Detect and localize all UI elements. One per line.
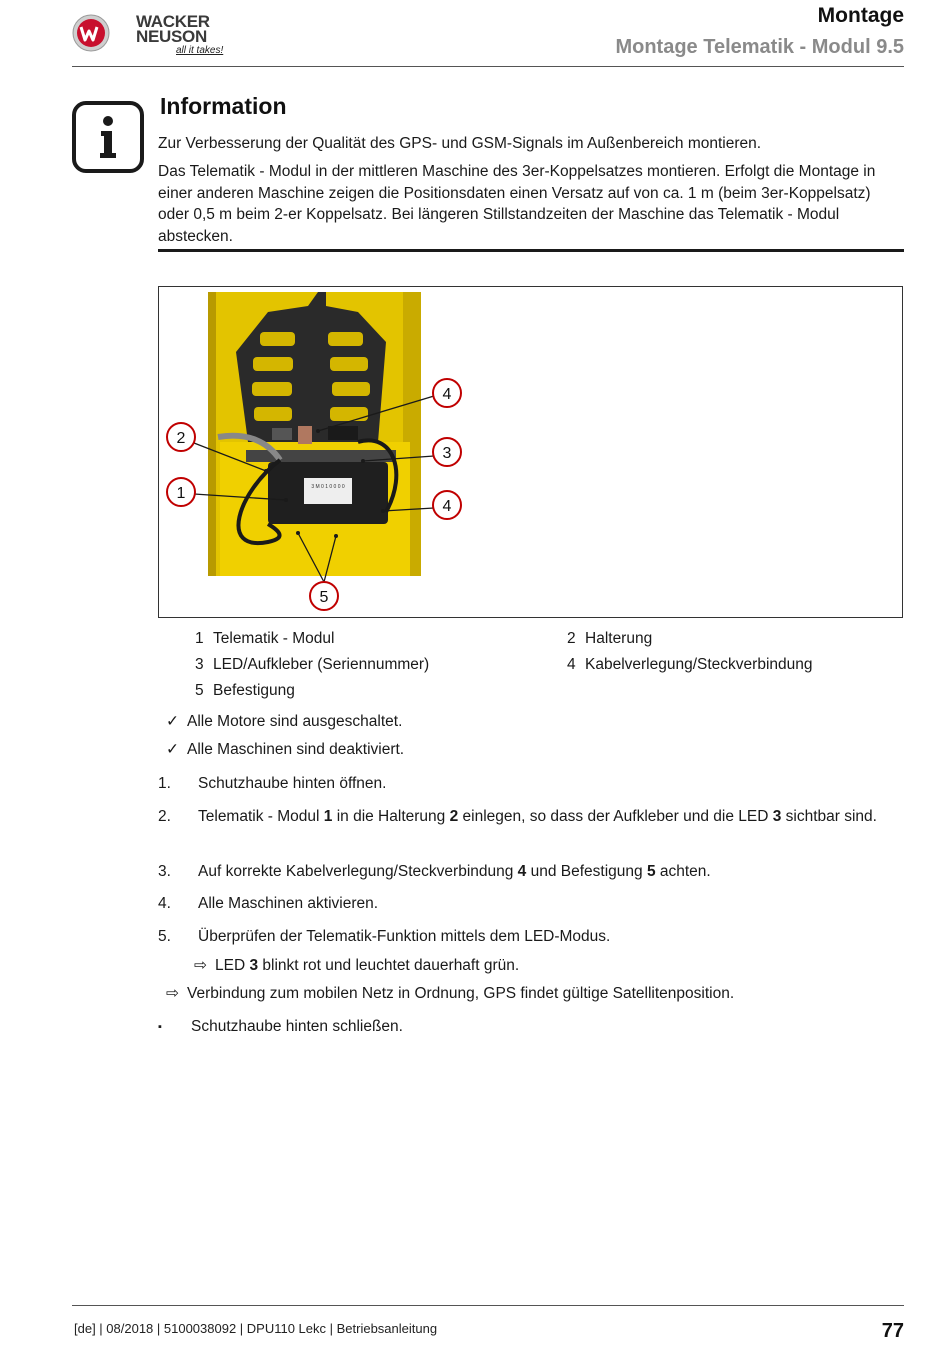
result-text: Verbindung zum mobilen Netz in Ordnung, GPS findet gültige Satellitenposition. xyxy=(187,985,735,1002)
legend-number: 3 xyxy=(195,656,204,673)
logo-line2: NEUSON xyxy=(136,27,207,46)
legend-number: 1 xyxy=(195,630,204,647)
callout-4-bottom xyxy=(433,491,461,519)
legend-number: 2 xyxy=(567,630,576,647)
callout-label: 2 xyxy=(176,430,186,447)
legend-item-3 xyxy=(195,655,429,675)
callout-5 xyxy=(310,582,338,610)
step-1 xyxy=(158,773,903,795)
callout-2 xyxy=(167,423,195,451)
legend-number: 5 xyxy=(195,682,204,699)
step-number: 3. xyxy=(158,863,171,880)
logo-wordmark xyxy=(136,14,228,56)
result-arrow-icon: ⇨ xyxy=(166,985,179,1002)
callout-label: 4 xyxy=(442,498,452,515)
page-number: 77 xyxy=(881,1320,904,1342)
legend-item-4 xyxy=(567,655,813,675)
legend-label: Befestigung xyxy=(213,682,295,699)
step-5 xyxy=(158,926,903,948)
checkmark-icon: ✓ xyxy=(166,741,179,758)
info-paragraph-2: Das Telematik - Modul in der mittleren Maschine des 3er-Koppelsatzes montieren. Erfolgt die Montage in einer anderen Maschine zeigen die Positionsdaten einen Versatz auf von ca. 1 m (beim 3er-Koppelsatz) oder 0,5 m beim 2-er Koppelsatz. Bei längeren Stillstandzeiten der Maschine das Telematik - Modul abstecken. xyxy=(158,163,876,245)
step-text: Auf korrekte Kabelverlegung/Steckverbindung 4 und Befestigung 5 achten. xyxy=(198,863,711,880)
legend-number: 4 xyxy=(567,656,576,673)
result-arrow-icon: ⇨ xyxy=(194,957,207,974)
callout-1 xyxy=(167,478,195,506)
telematik-module-photo xyxy=(158,286,903,618)
legend-item-1 xyxy=(195,629,334,649)
step-number: 2. xyxy=(158,808,171,825)
legend-label: Kabelverlegung/Steckverbindung xyxy=(585,656,813,673)
logo-tagline: all it takes! xyxy=(176,45,224,56)
bullet-icon: ▪ xyxy=(158,1021,162,1033)
step-text: Alle Maschinen aktivieren. xyxy=(198,895,379,912)
info-icon xyxy=(72,101,144,173)
step-4 xyxy=(158,893,903,915)
closing-step xyxy=(158,1016,888,1038)
closing-text: Schutzhaube hinten schließen. xyxy=(191,1018,403,1035)
module-label: 3 M 0 1 0 0 0 0 xyxy=(311,484,345,490)
legend-label: LED/Aufkleber (Seriennummer) xyxy=(213,656,430,673)
prerequisite-text: Alle Motore sind ausgeschaltet. xyxy=(187,713,403,730)
footer-doc-info: [de] | 08/2018 | 5100038092 | DPU110 Lekc | Betriebsanleitung xyxy=(74,1321,438,1336)
step-3 xyxy=(158,861,903,883)
section-subtitle: Montage Telematik - Modul 9.5 xyxy=(615,36,904,58)
step-number: 1. xyxy=(158,775,171,792)
legend-item-2 xyxy=(567,629,652,649)
callout-3 xyxy=(433,438,461,466)
legend-label: Telematik - Modul xyxy=(213,630,335,647)
final-result xyxy=(166,983,896,1005)
result-text: LED 3 blinkt rot und leuchtet dauerhaft grün. xyxy=(215,957,520,974)
wacker-neuson-logo-icon xyxy=(72,14,110,52)
prerequisite-text: Alle Maschinen sind deaktiviert. xyxy=(187,741,405,758)
step-text: Schutzhaube hinten öffnen. xyxy=(198,775,387,792)
callout-label: 3 xyxy=(442,445,452,462)
checkmark-icon: ✓ xyxy=(166,713,179,730)
logo-line1: WACKER xyxy=(136,12,210,31)
callout-4-top xyxy=(433,379,461,407)
step-text: Überprüfen der Telematik-Funktion mittels dem LED-Modus. xyxy=(198,928,611,945)
info-heading: Information xyxy=(160,93,287,119)
info-divider xyxy=(158,249,904,252)
step-5-result xyxy=(194,955,894,977)
footer-divider xyxy=(72,1305,904,1306)
info-paragraph-1: Zur Verbesserung der Qualität des GPS- und GSM-Signals im Außenbereich montieren. xyxy=(158,135,762,152)
step-number: 4. xyxy=(158,895,171,912)
callout-label: 1 xyxy=(176,485,186,502)
callout-label: 4 xyxy=(442,386,452,403)
step-2 xyxy=(158,806,903,850)
legend-item-5 xyxy=(195,681,295,701)
callout-label: 5 xyxy=(319,589,329,606)
step-number: 5. xyxy=(158,928,171,945)
legend-label: Halterung xyxy=(585,630,653,647)
section-title: Montage xyxy=(817,4,904,27)
step-text: Telematik - Modul 1 in die Halterung 2 einlegen, so dass der Aufkleber und die LED 3 sichtbar sind. xyxy=(198,808,877,825)
header-divider xyxy=(72,66,904,67)
